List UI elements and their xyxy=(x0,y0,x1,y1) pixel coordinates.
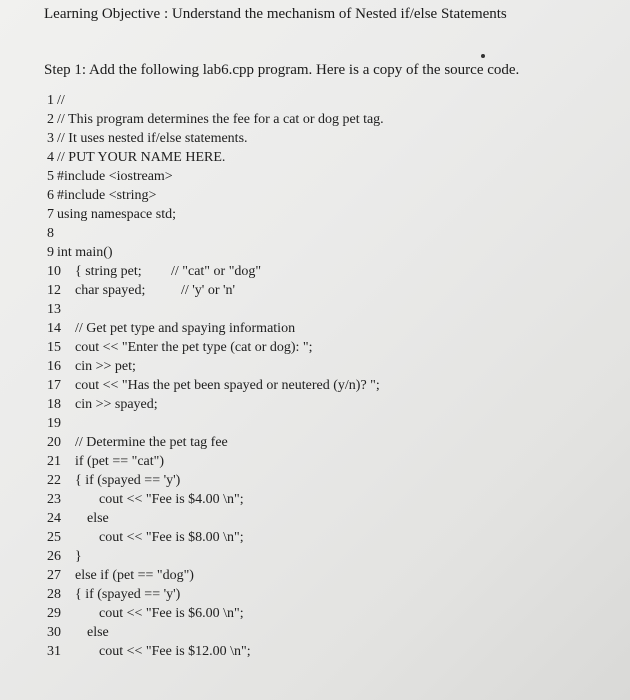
line-number: 10 xyxy=(47,264,61,279)
line-number: 24 xyxy=(47,511,61,526)
line-number: 23 xyxy=(47,492,61,507)
line-number: 8 xyxy=(47,226,54,241)
code-text: cin >> spayed; xyxy=(75,397,158,412)
code-line xyxy=(47,91,384,110)
line-number: 20 xyxy=(47,435,61,450)
code-text: else xyxy=(87,511,109,526)
line-number: 26 xyxy=(47,549,61,564)
code-line xyxy=(47,642,384,661)
code-text: cout << "Has the pet been spayed or neutered (y/n)? "; xyxy=(75,378,380,393)
code-line xyxy=(47,129,384,148)
code-text: // This program determines the fee for a cat or dog pet tag. xyxy=(57,112,384,127)
line-number: 16 xyxy=(47,359,61,374)
stray-dot-mark xyxy=(481,54,485,58)
code-text: int main() xyxy=(57,245,113,260)
code-line xyxy=(47,604,384,623)
line-number: 7 xyxy=(47,207,54,222)
code-line xyxy=(47,300,384,319)
code-line xyxy=(47,509,384,528)
code-text: // Get pet type and spaying information xyxy=(75,321,296,336)
code-line xyxy=(47,148,384,167)
code-line xyxy=(47,623,384,642)
line-number: 30 xyxy=(47,625,61,640)
code-line xyxy=(47,243,384,262)
code-text: // PUT YOUR NAME HERE. xyxy=(57,150,226,165)
code-line xyxy=(47,262,384,281)
line-number: 12 xyxy=(47,283,61,298)
code-text: // It uses nested if/else statements. xyxy=(57,131,248,146)
code-line xyxy=(47,224,384,243)
code-text: #include <iostream> xyxy=(57,169,173,184)
code-line xyxy=(47,167,384,186)
line-number: 29 xyxy=(47,606,61,621)
code-line xyxy=(47,376,384,395)
code-text: { if (spayed == 'y') xyxy=(75,473,181,488)
code-text: { if (spayed == 'y') xyxy=(75,587,181,602)
code-text: cin >> pet; xyxy=(75,359,136,374)
line-number: 31 xyxy=(47,644,61,659)
code-text: using namespace std; xyxy=(57,207,176,222)
line-number: 15 xyxy=(47,340,61,355)
code-text: // Determine the pet tag fee xyxy=(75,435,228,450)
inline-comment: // 'y' or 'n' xyxy=(181,283,236,298)
code-line xyxy=(47,585,384,604)
line-number: 19 xyxy=(47,416,61,431)
code-line xyxy=(47,566,384,585)
line-number: 5 xyxy=(47,169,54,184)
inline-comment: // "cat" or "dog" xyxy=(171,264,262,279)
code-line xyxy=(47,433,384,452)
line-number: 27 xyxy=(47,568,61,583)
line-number: 3 xyxy=(47,131,54,146)
code-text: { string pet; xyxy=(75,264,142,279)
line-number: 18 xyxy=(47,397,61,412)
line-number: 9 xyxy=(47,245,54,260)
code-line xyxy=(47,186,384,205)
code-line xyxy=(47,205,384,224)
line-number: 17 xyxy=(47,378,61,393)
code-line xyxy=(47,281,384,300)
line-number: 1 xyxy=(47,93,54,108)
code-text: if (pet == "cat") xyxy=(75,454,165,469)
code-text: else xyxy=(87,625,109,640)
line-number: 13 xyxy=(47,302,61,317)
code-text: } xyxy=(75,549,82,564)
code-line xyxy=(47,319,384,338)
code-text: char spayed; xyxy=(75,283,146,298)
line-number: 6 xyxy=(47,188,54,203)
code-line xyxy=(47,490,384,509)
code-line xyxy=(47,452,384,471)
line-number: 21 xyxy=(47,454,61,469)
code-text: cout << "Enter the pet type (cat or dog): "; xyxy=(75,340,313,355)
code-line xyxy=(47,547,384,566)
code-text: cout << "Fee is $6.00 \n"; xyxy=(99,606,244,621)
code-text: #include <string> xyxy=(57,188,157,203)
code-text: cout << "Fee is $12.00 \n"; xyxy=(99,644,251,659)
code-line xyxy=(47,471,384,490)
code-line xyxy=(47,414,384,433)
learning-objective-heading: Learning Objective : Understand the mechanism of Nested if/else Statements xyxy=(44,6,507,22)
line-number: 28 xyxy=(47,587,61,602)
code-text: cout << "Fee is $4.00 \n"; xyxy=(99,492,244,507)
line-number: 14 xyxy=(47,321,61,336)
line-number: 4 xyxy=(47,150,54,165)
code-text: cout << "Fee is $8.00 \n"; xyxy=(99,530,244,545)
line-number: 25 xyxy=(47,530,61,545)
line-number: 2 xyxy=(47,112,54,127)
code-line xyxy=(47,395,384,414)
code-line xyxy=(47,110,384,129)
step-instruction: Step 1: Add the following lab6.cpp program. Here is a copy of the source code. xyxy=(44,62,520,78)
code-line xyxy=(47,528,384,547)
code-text: else if (pet == "dog") xyxy=(75,568,194,583)
code-line xyxy=(47,338,384,357)
code-text: // xyxy=(57,93,65,108)
line-number: 22 xyxy=(47,473,61,488)
code-line xyxy=(47,357,384,376)
source-code-listing xyxy=(47,91,384,661)
